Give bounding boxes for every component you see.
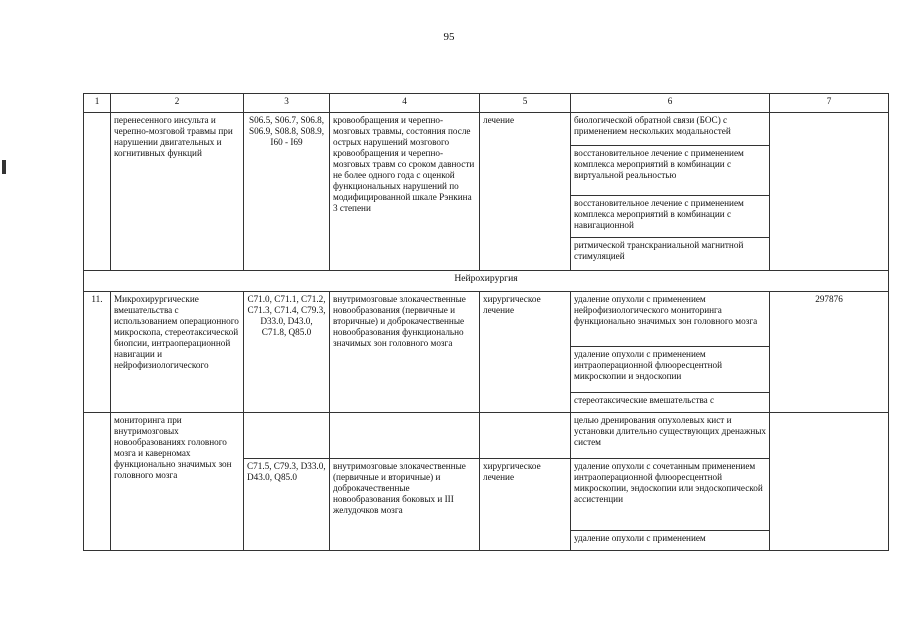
cell-treatment-type: [480, 413, 571, 459]
table-row: [84, 113, 889, 146]
cell-method: удаление опухоли с сочетанным применением интраоперационной флюоресцентной микроскопии, эндоскопии или эндоскопической ассистенции: [571, 459, 770, 531]
cell-codes: S06.5, S06.7, S06.8, S06.9, S08.8, S08.9, I60 - I69: [244, 113, 330, 271]
cell-method: удаление опухоли с применением: [571, 531, 770, 551]
cell-name: мониторинга при внутримозговых новообразованиях головного мозга и каверномах функционально значимых зон головного мозга: [111, 413, 244, 551]
cell-treatment-type: лечение: [480, 113, 571, 271]
cell-name: Микрохирургические вмешательства с использованием операционного микроскопа, стереотаксической биопсии, интраоперационной навигации и нейрофизиологического: [111, 292, 244, 413]
cell-codes: C71.0, C71.1, C71.2, C71.3, C71.4, C79.3, D33.0, D43.0, C71.8, Q85.0: [244, 292, 330, 413]
cell-num: 11.: [84, 292, 111, 413]
cell-cost: 297876: [770, 292, 889, 413]
cell-model: внутримозговые злокачественные новообразования (первичные и вторичные) и доброкачественные новообразования функционально значимых зон головного мозга: [330, 292, 480, 413]
table-row: [84, 292, 889, 347]
cell-cost: [770, 413, 889, 551]
header-col-2: 2: [111, 94, 244, 113]
cell-method: биологической обратной связи (БОС) с применением нескольких модальностей: [571, 113, 770, 146]
cell-method: ритмической транскраниальной магнитной стимуляцией: [571, 238, 770, 271]
cell-method: восстановительное лечение с применением комплекса мероприятий в комбинации с виртуальной реальностью: [571, 146, 770, 196]
page-number: 95: [443, 31, 455, 43]
cell-model: кровообращения и черепно-мозговых травмы, состояния после острых нарушений мозгового кровообращения и черепно-мозговых травм со сроком давности не более одного года с оценкой функциональных нарушений по модифицированной шкале Рэнкина 3 степени: [330, 113, 480, 271]
cell-method: удаление опухоли с применением нейрофизиологического мониторинга функционально значимых зон головного мозга: [571, 292, 770, 347]
cell-model: внутримозговые злокачественные (первичные и вторичные) и доброкачественные новообразования боковых и III желудочков мозга: [330, 459, 480, 551]
header-col-5: 5: [480, 94, 571, 113]
section-title: Нейрохирургия: [84, 271, 889, 292]
cell-num: [84, 413, 111, 551]
section-row: [84, 271, 889, 292]
margin-mark: [2, 160, 6, 174]
header-col-4: 4: [330, 94, 480, 113]
table-row: [84, 413, 889, 459]
cell-method: стереотаксические вмешательства с: [571, 393, 770, 413]
cell-model: [330, 413, 480, 459]
cell-treatment-type: хирургическое лечение: [480, 459, 571, 551]
header-col-3: 3: [244, 94, 330, 113]
medical-care-table: [83, 93, 889, 551]
header-row: [84, 94, 889, 113]
cell-num: [84, 113, 111, 271]
header-col-7: 7: [770, 94, 889, 113]
cell-treatment-type: хирургическое лечение: [480, 292, 571, 413]
cell-cost: [770, 113, 889, 271]
header-col-1: 1: [84, 94, 111, 113]
cell-codes: [244, 413, 330, 459]
cell-method: восстановительное лечение с применением комплекса мероприятий в комбинации с навигационной: [571, 196, 770, 238]
cell-method: удаление опухоли с применением интраоперационной флюоресцентной микроскопии и эндоскопии: [571, 347, 770, 393]
cell-method: целью дренирования опухолевых кист и установки длительно существующих дренажных систем: [571, 413, 770, 459]
cell-codes: C71.5, C79.3, D33.0, D43.0, Q85.0: [244, 459, 330, 551]
header-col-6: 6: [571, 94, 770, 113]
cell-name: перенесенного инсульта и черепно-мозговой травмы при нарушении двигательных и когнитивных функций: [111, 113, 244, 271]
